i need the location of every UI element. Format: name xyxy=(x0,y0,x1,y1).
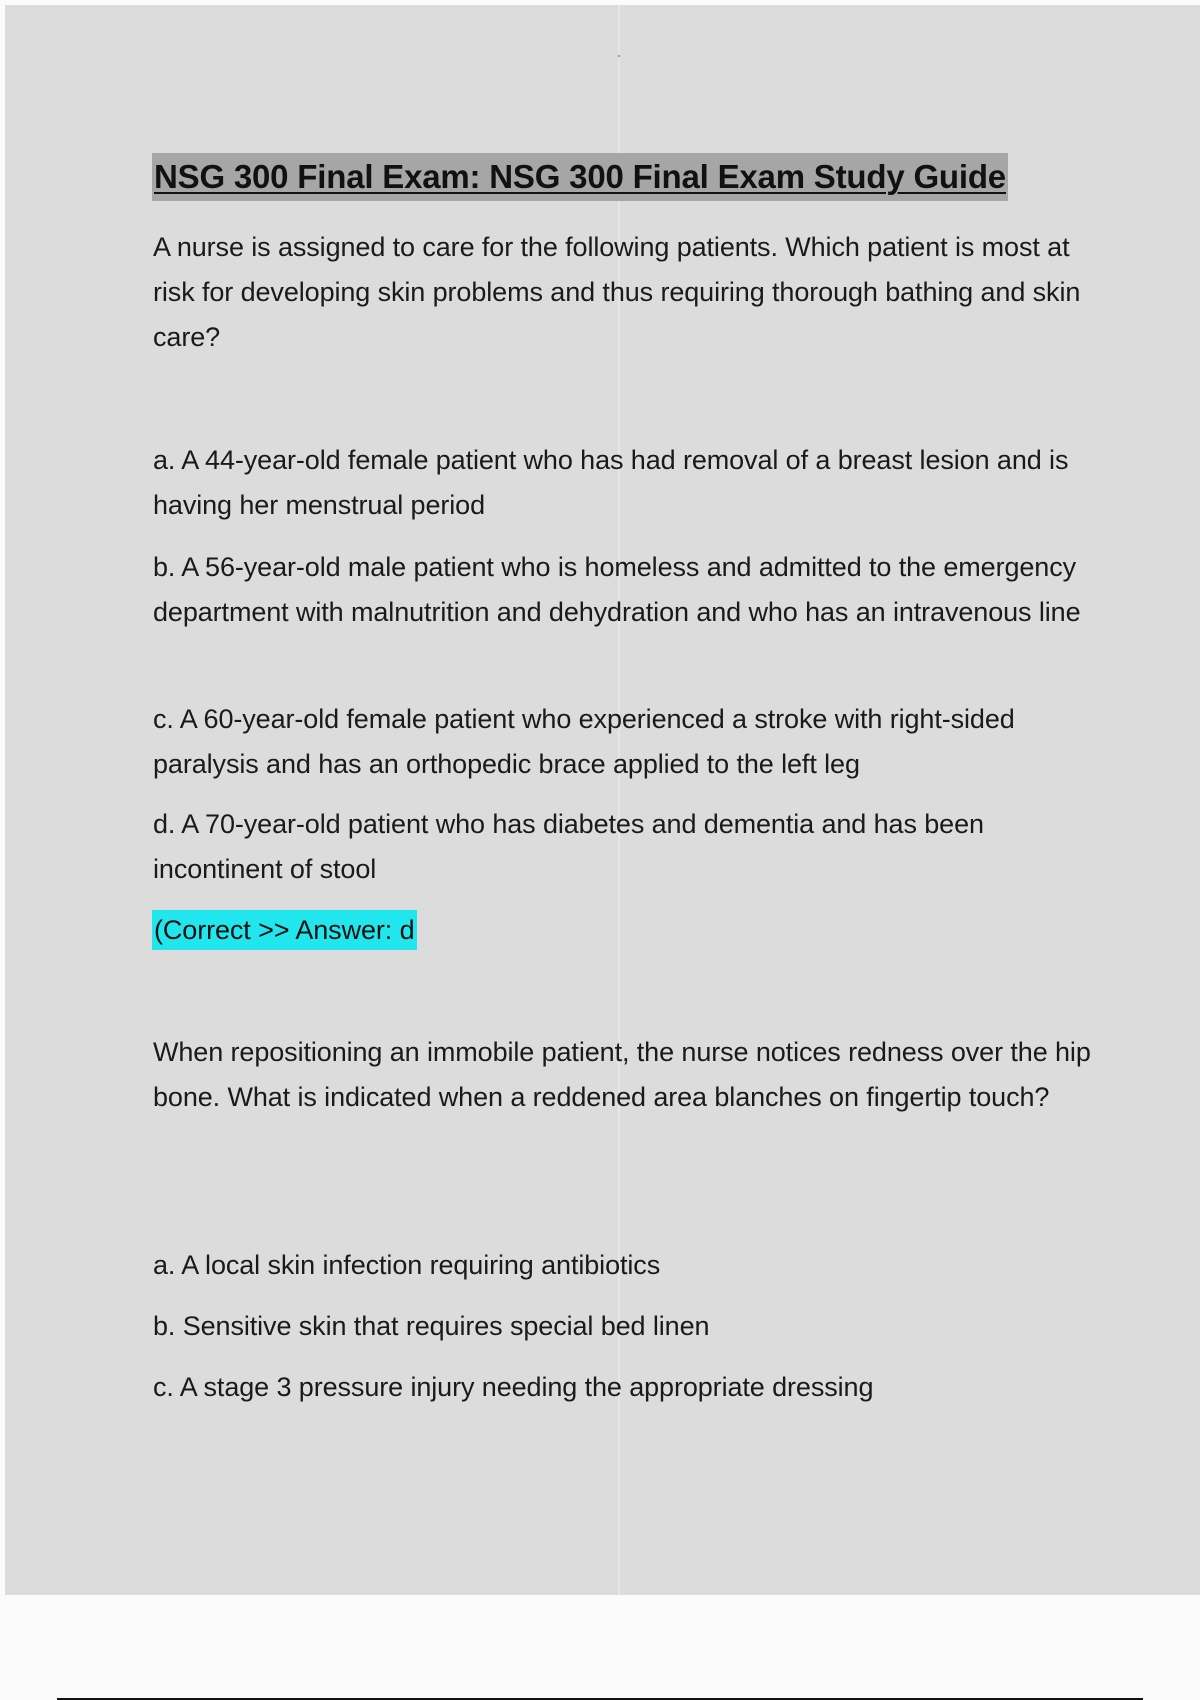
question-1-option-c: c. A 60-year-old female patient who experienced a stroke with right-sided paralysis and has an orthopedic brace applied to the left leg xyxy=(153,704,1015,779)
question-1-answer-highlight: (Correct >> Answer: d xyxy=(152,910,417,950)
page-title: NSG 300 Final Exam: NSG 300 Final Exam Study Guide xyxy=(152,153,1008,201)
question-2-option-b: b. Sensitive skin that requires special bed linen xyxy=(153,1311,710,1341)
question-2-stem: When repositioning an immobile patient, the nurse notices redness over the hip bone. What is indicated when a reddened area blanches on fingertip touch? xyxy=(153,1037,1091,1112)
question-1-option-a: a. A 44-year-old female patient who has had removal of a breast lesion and is having her menstrual period xyxy=(153,445,1069,520)
question-1-option-b: b. A 56-year-old male patient who is homeless and admitted to the emergency department with malnutrition and dehydration and who has an intravenous line xyxy=(153,552,1081,627)
question-1-option-d: d. A 70-year-old patient who has diabetes and dementia and has been incontinent of stool xyxy=(153,809,984,884)
question-1-stem: A nurse is assigned to care for the following patients. Which patient is most at risk for developing skin problems and thus requiring thorough bathing and skin care? xyxy=(153,232,1081,352)
scan-speck xyxy=(618,55,620,57)
question-2-option-a: a. A local skin infection requiring antibiotics xyxy=(153,1250,661,1280)
document-page xyxy=(5,5,1200,1595)
question-2-option-c: c. A stage 3 pressure injury needing the appropriate dressing xyxy=(153,1372,874,1402)
